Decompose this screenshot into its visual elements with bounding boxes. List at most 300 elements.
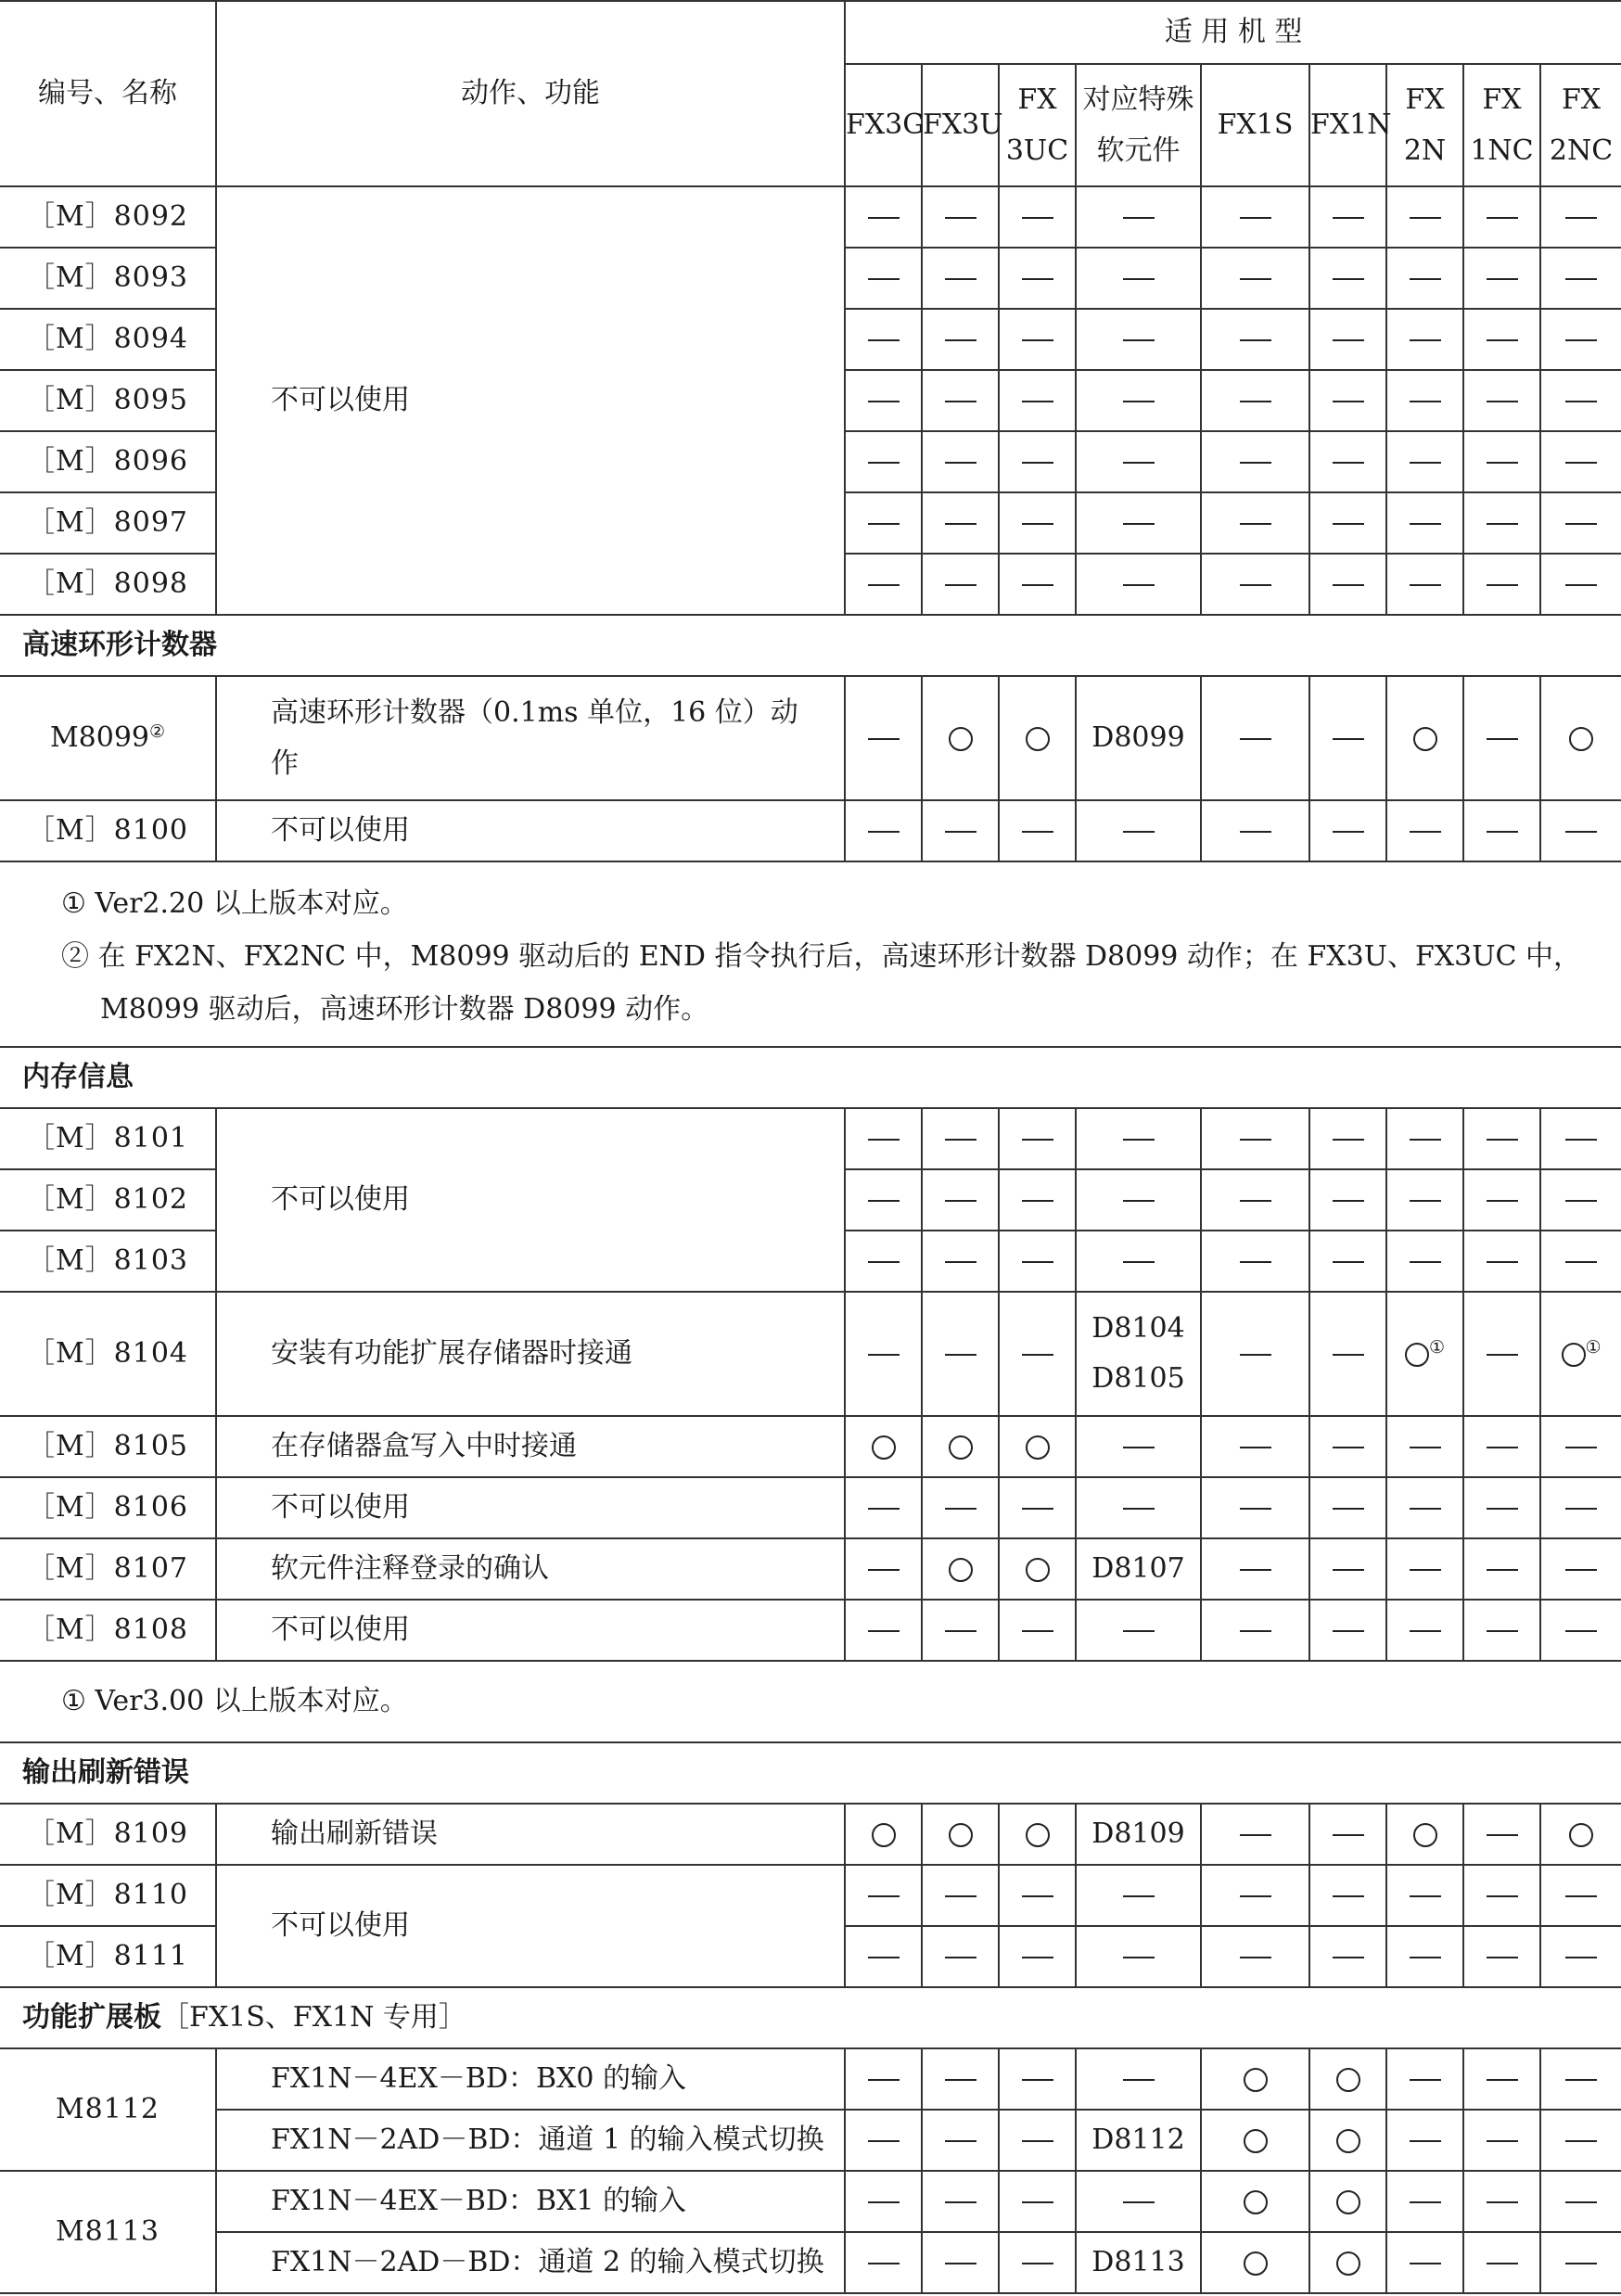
model-value-cell [1309, 1477, 1386, 1538]
dash-mark [1240, 1508, 1271, 1510]
device-function: 不可以使用 [216, 800, 845, 861]
model-value-cell [1201, 1600, 1309, 1661]
model-value-cell [999, 1600, 1076, 1661]
model-value-cell [1463, 1865, 1540, 1926]
dash-mark [1565, 1895, 1597, 1897]
dash-mark [1240, 1569, 1271, 1571]
model-value-cell [1201, 1416, 1309, 1477]
dash-mark [1410, 1139, 1441, 1141]
dash-mark [945, 1508, 976, 1510]
dash-mark [868, 2263, 900, 2264]
model-value-cell [1386, 2171, 1463, 2232]
model-value-cell [1076, 1926, 1201, 1987]
header-model-line: FX1S [1217, 108, 1294, 142]
model-value-cell [922, 2232, 999, 2293]
section-title [0, 1742, 1621, 1804]
device-function: 不可以使用 [216, 1600, 845, 1661]
device-id: ［M］8094 [0, 309, 216, 370]
model-value-cell [1386, 1804, 1463, 1865]
dash-mark [945, 1354, 976, 1356]
dash-mark [1565, 2263, 1597, 2264]
dash-mark [1240, 1200, 1271, 1202]
dash-mark [1410, 462, 1441, 464]
model-value-cell [1201, 1231, 1309, 1292]
model-value-cell [1076, 2048, 1201, 2110]
special-device-label: D8104 [1091, 1312, 1185, 1345]
device-id: M8112 [0, 2048, 216, 2171]
circle-mark [1244, 2251, 1268, 2276]
model-value-cell [922, 492, 999, 554]
model-value-cell [1201, 554, 1309, 615]
dash-mark [1123, 1508, 1155, 1510]
model-value-cell [1540, 676, 1621, 800]
model-value-cell [1463, 1804, 1540, 1865]
model-value-cell [1540, 186, 1621, 248]
dash-mark [945, 2079, 976, 2081]
model-value-cell [1540, 1804, 1621, 1865]
header-model-line: FX [1405, 83, 1445, 116]
device-id: ［M］8103 [0, 1231, 216, 1292]
model-value-cell [999, 1416, 1076, 1477]
model-value-cell [999, 2110, 1076, 2171]
model-value-cell [1540, 554, 1621, 615]
model-value-cell [845, 1538, 922, 1600]
model-value-cell [999, 370, 1076, 431]
device-id: ［M］8110 [0, 1865, 216, 1926]
dash-mark [1123, 1447, 1155, 1448]
dash-mark [1410, 1895, 1441, 1897]
model-value-cell [1309, 492, 1386, 554]
model-value-cell [1076, 1804, 1201, 1865]
model-value-cell [1463, 1926, 1540, 1987]
dash-mark [1410, 278, 1441, 280]
model-value-cell [999, 1108, 1076, 1169]
dash-mark [1240, 523, 1271, 525]
model-value-cell [845, 1477, 922, 1538]
model-value-cell [1463, 800, 1540, 861]
device-function: 不可以使用 [216, 1865, 845, 1987]
header-model [845, 64, 925, 186]
model-value-cell [999, 1804, 1076, 1865]
model-value-cell [845, 2232, 922, 2293]
model-value-cell [1386, 186, 1463, 248]
special-device-label: D8107 [1091, 1552, 1185, 1585]
special-device-label: D8109 [1091, 1818, 1185, 1850]
model-value-cell [1309, 2110, 1386, 2171]
model-value-cell [922, 1926, 999, 1987]
model-value-cell [1386, 1169, 1463, 1231]
dash-mark [1022, 1895, 1053, 1897]
dash-mark [1333, 523, 1364, 525]
model-value-cell [1540, 1231, 1621, 1292]
dash-mark [1123, 1200, 1155, 1202]
model-value-cell [1076, 2232, 1201, 2293]
dash-mark [1123, 2079, 1155, 2081]
dash-mark [1333, 1261, 1364, 1263]
model-value-cell [1076, 1477, 1201, 1538]
model-value-cell [1540, 1108, 1621, 1169]
dash-mark [1123, 1957, 1155, 1958]
model-value-cell [999, 2171, 1076, 2232]
dash-mark [945, 584, 976, 586]
model-value-cell [922, 370, 999, 431]
table-row [0, 1416, 1621, 1477]
header-model-line: 2NC [1549, 134, 1614, 167]
model-value-cell [1309, 1538, 1386, 1600]
table-row [0, 1804, 1621, 1865]
dash-mark [1123, 523, 1155, 525]
section-title-text: 输出刷新错误 [22, 1756, 189, 1789]
header-model-line: 1NC [1470, 134, 1534, 167]
device-id: ［M］8098 [0, 554, 216, 615]
model-value-cell [922, 1865, 999, 1926]
circle-mark [1026, 727, 1050, 751]
dash-mark [1022, 1261, 1053, 1263]
dash-mark [1410, 2201, 1441, 2203]
model-value-cell [999, 186, 1076, 248]
dash-mark [1565, 1630, 1597, 1632]
model-value-cell [1386, 1538, 1463, 1600]
circle-mark [949, 1558, 973, 1582]
dash-mark [1123, 1139, 1155, 1141]
model-value-cell [1386, 1292, 1463, 1416]
device-id: ［M］8093 [0, 248, 216, 309]
header-model-line: FX [1017, 83, 1057, 116]
device-function: 不可以使用 [216, 1108, 845, 1292]
model-value-cell [1540, 370, 1621, 431]
dash-mark [1022, 401, 1053, 402]
dash-mark [945, 2263, 976, 2264]
footnote-marker: ① [1428, 1337, 1446, 1358]
header-row-top [0, 1, 1621, 64]
header-model-line: 3UC [1005, 134, 1069, 167]
footnotes: ① Ver3.00 以上版本对应。 [61, 1685, 408, 1717]
dash-mark [1565, 2201, 1597, 2203]
dash-mark [868, 1261, 900, 1263]
model-value-cell [845, 800, 922, 861]
dash-mark [1022, 2140, 1053, 2142]
model-value-cell [1463, 186, 1540, 248]
circle-mark [1569, 727, 1593, 751]
model-value-cell [1386, 2110, 1463, 2171]
model-value-cell [845, 248, 922, 309]
model-value-cell [1201, 431, 1309, 492]
model-value-cell [999, 676, 1076, 800]
model-value-cell [1309, 800, 1386, 861]
model-value-cell [1201, 2048, 1309, 2110]
model-value-cell [845, 492, 922, 554]
dash-mark [1123, 584, 1155, 586]
model-value-cell [1463, 370, 1540, 431]
model-value-cell [1309, 370, 1386, 431]
header-model [1309, 64, 1392, 186]
circle-mark [1336, 2251, 1360, 2276]
section-heading-row [0, 1987, 1621, 2048]
model-value-cell [1201, 676, 1309, 800]
model-value-cell [1309, 676, 1386, 800]
model-value-cell [999, 800, 1076, 861]
model-value-cell [1463, 309, 1540, 370]
model-value-cell [1309, 1926, 1386, 1987]
device-function: 不可以使用 [216, 1477, 845, 1538]
dash-mark [1487, 584, 1518, 586]
model-value-cell [999, 1169, 1076, 1231]
dash-mark [868, 1200, 900, 1202]
model-value-cell [1463, 2171, 1540, 2232]
circle-mark [1244, 2190, 1268, 2214]
dash-mark [1123, 831, 1155, 833]
section-title [0, 1987, 1621, 2048]
header-model-line: FX3U [923, 108, 1003, 142]
model-value-cell [1201, 2232, 1309, 2293]
dash-mark [1487, 523, 1518, 525]
table-row [0, 1292, 1621, 1416]
model-value-cell [1309, 431, 1386, 492]
model-value-cell [1540, 492, 1621, 554]
dash-mark [868, 278, 900, 280]
model-value-cell [845, 1865, 922, 1926]
dash-mark [868, 523, 900, 525]
section-title-text: 功能扩展板 [22, 2001, 161, 2034]
section-title [0, 615, 1621, 676]
model-value-cell [1386, 2232, 1463, 2293]
model-value-cell [1386, 1416, 1463, 1477]
dash-mark [1333, 1354, 1364, 1356]
header-model [1540, 64, 1621, 186]
circle-mark [872, 1823, 896, 1847]
dash-mark [1333, 1895, 1364, 1897]
model-value-cell [1540, 2232, 1621, 2293]
dash-mark [868, 2140, 900, 2142]
model-value-cell [922, 2171, 999, 2232]
model-value-cell [1076, 370, 1201, 431]
dash-mark [1487, 1261, 1518, 1263]
dash-mark [1333, 1447, 1364, 1448]
model-value-cell [1076, 309, 1201, 370]
model-value-cell [1540, 431, 1621, 492]
header-model [1463, 64, 1540, 186]
special-device-label: D8105 [1091, 1362, 1185, 1395]
model-value-cell [1201, 186, 1309, 248]
model-value-cell [845, 1231, 922, 1292]
model-value-cell [922, 248, 999, 309]
dash-mark [1022, 523, 1053, 525]
dash-mark [945, 1139, 976, 1141]
circle-mark [1026, 1823, 1050, 1847]
model-value-cell [1201, 1538, 1309, 1600]
dash-mark [945, 1200, 976, 1202]
table-row [0, 2048, 1621, 2110]
model-value-cell [1463, 554, 1540, 615]
dash-mark [945, 1895, 976, 1897]
dash-mark [1487, 278, 1518, 280]
model-value-cell [1463, 1169, 1540, 1231]
device-function: FX1N－4EX－BD：BX1 的输入 [216, 2171, 845, 2232]
dash-mark [1022, 2079, 1053, 2081]
dash-mark [1333, 401, 1364, 402]
device-id: ［M］8100 [0, 800, 216, 861]
model-value-cell [1201, 1108, 1309, 1169]
model-value-cell [1201, 1804, 1309, 1865]
model-value-cell [1386, 1108, 1463, 1169]
header-model-line: 对应特殊 [1082, 83, 1194, 116]
header-model-line: 2N [1403, 134, 1447, 167]
dash-mark [868, 1630, 900, 1632]
dash-mark [1123, 339, 1155, 341]
header-model-line: FX [1482, 83, 1522, 116]
dash-mark [1410, 1957, 1441, 1958]
device-function: FX1N－4EX－BD：BX0 的输入 [216, 2048, 845, 2110]
model-value-cell [1540, 248, 1621, 309]
dash-mark [945, 1957, 976, 1958]
model-value-cell [922, 1231, 999, 1292]
dash-mark [945, 1630, 976, 1632]
dash-mark [1333, 1569, 1364, 1571]
dash-mark [1123, 401, 1155, 402]
model-value-cell [1386, 800, 1463, 861]
model-value-cell [1309, 2232, 1386, 2293]
header-model [999, 64, 1076, 186]
table-row [0, 1600, 1621, 1661]
dash-mark [1565, 584, 1597, 586]
device-function: 输出刷新错误 [216, 1804, 845, 1865]
dash-mark [1487, 1447, 1518, 1448]
model-value-cell [1386, 2048, 1463, 2110]
dash-mark [1565, 217, 1597, 219]
model-value-cell [1386, 431, 1463, 492]
model-value-cell [845, 554, 922, 615]
device-function: 安装有功能扩展存储器时接通 [216, 1292, 845, 1416]
model-value-cell [999, 2048, 1076, 2110]
dash-mark [1410, 2140, 1441, 2142]
dash-mark [868, 1957, 900, 1958]
device-id: M8113 [0, 2171, 216, 2293]
model-value-cell [1076, 1538, 1201, 1600]
dash-mark [1333, 462, 1364, 464]
model-value-cell [1386, 554, 1463, 615]
model-value-cell [999, 431, 1076, 492]
dash-mark [868, 738, 900, 740]
model-value-cell [999, 1926, 1076, 1987]
dash-mark [945, 831, 976, 833]
device-id: ［M］8107 [0, 1538, 216, 1600]
section-title-suffix: ［FX1S、FX1N 专用］ [161, 2001, 466, 2034]
model-value-cell [1076, 1416, 1201, 1477]
dash-mark [1022, 1354, 1053, 1356]
model-value-cell [1309, 1108, 1386, 1169]
dash-mark [1240, 1139, 1271, 1141]
header-models-group: 适 用 机 型 [845, 1, 1621, 64]
model-value-cell [922, 1600, 999, 1661]
model-value-cell [922, 1416, 999, 1477]
special-device-label: D8113 [1091, 2246, 1185, 2278]
dash-mark [945, 2201, 976, 2203]
device-function: 不可以使用 [216, 186, 845, 615]
model-value-cell [845, 1169, 922, 1231]
table-row [0, 1108, 1621, 1169]
dash-mark [1123, 1261, 1155, 1263]
circle-mark [1244, 2129, 1268, 2153]
dash-mark [945, 401, 976, 402]
dash-mark [868, 1508, 900, 1510]
model-value-cell [1386, 492, 1463, 554]
model-value-cell [1201, 309, 1309, 370]
dash-mark [945, 278, 976, 280]
circle-mark [1413, 727, 1437, 751]
model-value-cell [999, 1538, 1076, 1600]
header-model [922, 64, 1003, 186]
dash-mark [1123, 278, 1155, 280]
dash-mark [1487, 462, 1518, 464]
header-model-line: 软元件 [1096, 134, 1181, 167]
dash-mark [1565, 1447, 1597, 1448]
dash-mark [1240, 462, 1271, 464]
dash-mark [1333, 339, 1364, 341]
dash-mark [1565, 1508, 1597, 1510]
circle-mark [1413, 1823, 1437, 1847]
circle-mark [1336, 2068, 1360, 2092]
circle-mark [949, 727, 973, 751]
model-value-cell [1201, 1169, 1309, 1231]
dash-mark [868, 1569, 900, 1571]
dash-mark [1333, 1957, 1364, 1958]
model-value-cell [999, 248, 1076, 309]
model-value-cell [1386, 1477, 1463, 1538]
dash-mark [1410, 401, 1441, 402]
model-value-cell [1386, 1600, 1463, 1661]
model-value-cell [1386, 1865, 1463, 1926]
model-value-cell [1386, 676, 1463, 800]
header-model [1201, 64, 1309, 186]
model-value-cell [922, 2048, 999, 2110]
dash-mark [868, 1139, 900, 1141]
model-value-cell [1463, 492, 1540, 554]
model-value-cell [1309, 554, 1386, 615]
model-value-cell [1201, 1926, 1309, 1987]
header-model [1076, 64, 1201, 186]
model-value-cell [1386, 370, 1463, 431]
device-id: ［M］8109 [0, 1804, 216, 1865]
dash-mark [1410, 1508, 1441, 1510]
dash-mark [1565, 1139, 1597, 1141]
dash-mark [868, 462, 900, 464]
dash-mark [1565, 2140, 1597, 2142]
dash-mark [1022, 584, 1053, 586]
device-function: 软元件注释登录的确认 [216, 1538, 845, 1600]
model-value-cell [922, 1292, 999, 1416]
model-value-cell [845, 1292, 922, 1416]
circle-mark [1336, 2129, 1360, 2153]
dash-mark [1240, 738, 1271, 740]
dash-mark [1410, 339, 1441, 341]
model-value-cell [1463, 1231, 1540, 1292]
model-value-cell [845, 676, 922, 800]
dash-mark [1240, 1630, 1271, 1632]
model-value-cell [845, 2048, 922, 2110]
dash-mark [868, 1354, 900, 1356]
dash-mark [1240, 217, 1271, 219]
circle-mark [949, 1823, 973, 1847]
model-value-cell [1076, 800, 1201, 861]
dash-mark [1410, 1447, 1441, 1448]
circle-mark [1562, 1343, 1586, 1367]
dash-mark [1565, 831, 1597, 833]
footnote-text: ② 在 FX2N、FX2NC 中，M8099 驱动后的 END 指令执行后，高速环形计数器 D8099 动作；在 FX3U、FX3UC 中， [61, 939, 1582, 973]
dash-mark [1487, 2263, 1518, 2264]
dash-mark [1022, 831, 1053, 833]
dash-mark [1123, 462, 1155, 464]
dash-mark [868, 2079, 900, 2081]
